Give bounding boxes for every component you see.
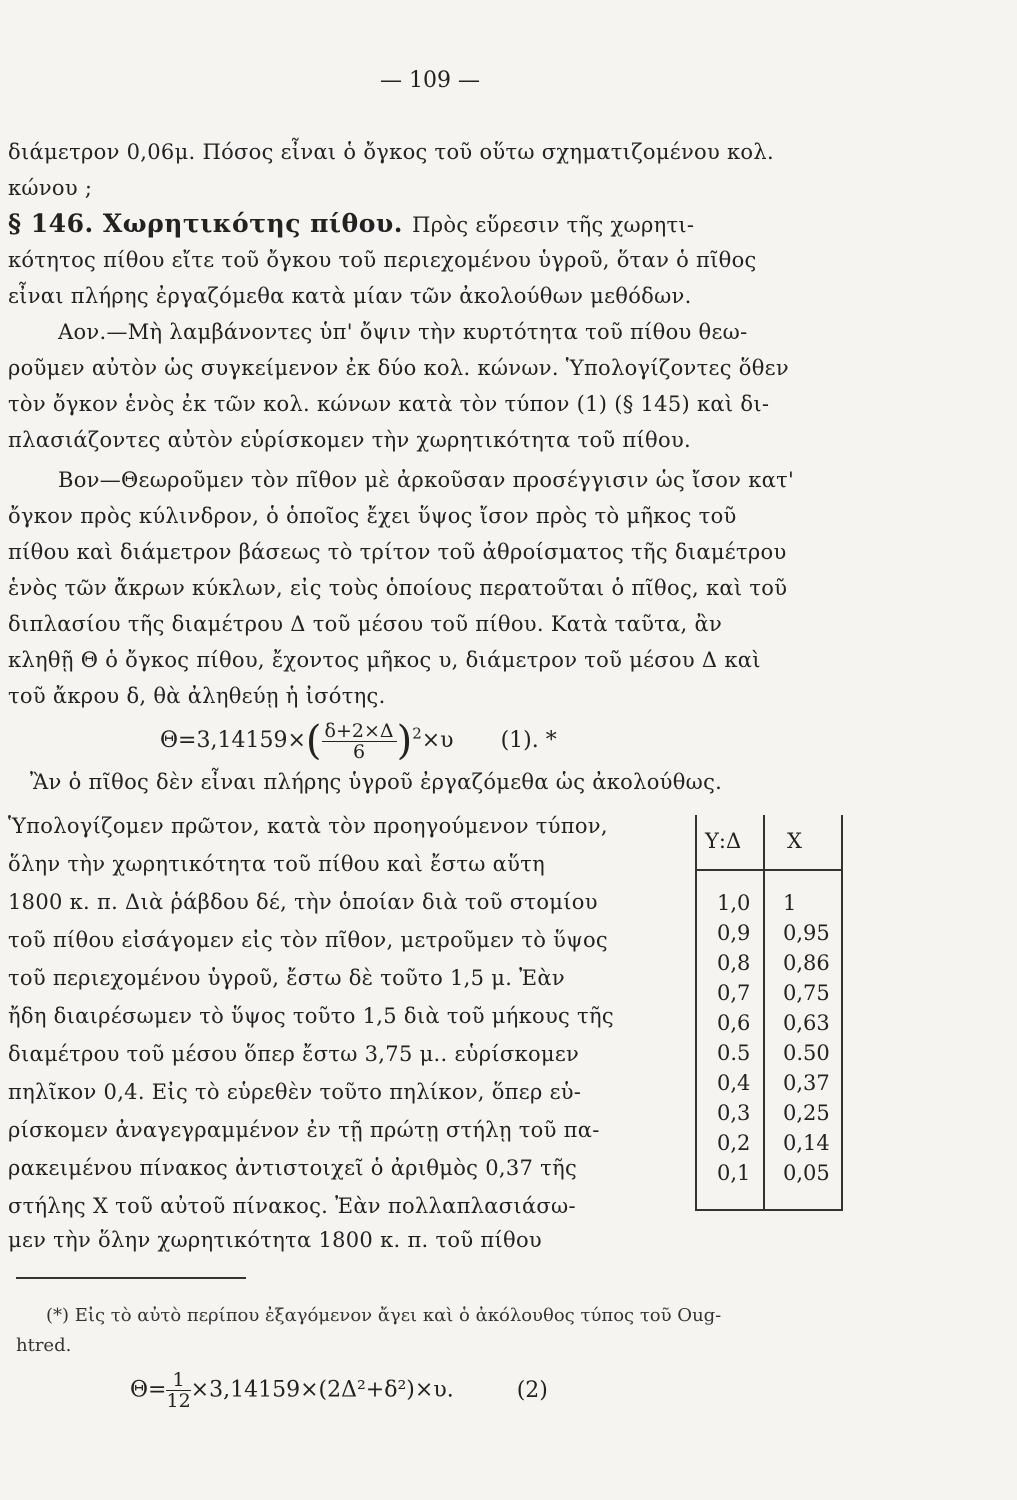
formula-2-tag: (2)	[516, 1377, 548, 1403]
formula-2-lhs: Θ=	[130, 1377, 167, 1403]
text-line: Ἂν ὁ πῖθος δὲν εἶναι πλήρης ὑγροῦ ἐργαζόμεθα ὡς ἀκολούθως.	[30, 770, 723, 794]
formula-1: Θ=3,14159×( $\frac{\delta+2\times\Delta}{6}$ )$^2$×υ (1). *	[160, 718, 557, 764]
formula-2	[130, 1370, 548, 1411]
table-cell: 0,95	[783, 921, 830, 945]
section-intro-text: Πρὸς εὕρεσιν τῆς χωρητι-	[412, 213, 695, 237]
formula-1-lhs: Θ=3,14159×	[160, 728, 306, 753]
page-number: — 109 —	[380, 68, 480, 93]
table-cell: 0,05	[783, 1161, 830, 1185]
text-line: κώνου ;	[8, 176, 93, 200]
table-cell: 0,4	[717, 1071, 751, 1095]
text-line: διάμετρον 0,06μ. Πόσος εἶναι ὁ ὄγκος τοῦ οὕτω σχηματιζομένου κολ.	[8, 140, 774, 164]
formula-1-denominator: 6	[353, 740, 366, 763]
table-cell: 0,25	[783, 1101, 830, 1125]
table-cell: 0,1	[717, 1161, 751, 1185]
text-line: Βον—Θεωροῦμεν τὸν πῖθον μὲ ἀρκοῦσαν προσέγγισιν ὡς ἴσον κατ'	[58, 468, 795, 492]
formula-2-fraction	[166, 1370, 190, 1411]
text-line: τοῦ περιεχομένου ὑγροῦ, ἔστω δὲ τοῦτο 1,5 μ. Ἐὰν	[8, 966, 565, 990]
table-cell: 1,0	[717, 891, 751, 915]
formula-1-tag: (1). *	[500, 728, 557, 753]
table-cell: 0,3	[717, 1101, 751, 1125]
table-cell: 0,2	[717, 1131, 751, 1155]
ratio-table	[695, 815, 845, 1215]
footnote-line: htred.	[16, 1335, 72, 1356]
formula-2-denominator: 12	[166, 1390, 191, 1412]
table-cell: 0,75	[783, 981, 830, 1005]
text-line: μεν τὴν ὅλην χωρητικότητα 1800 κ. π. τοῦ πίθου	[8, 1228, 542, 1252]
section-heading-line	[8, 210, 848, 239]
text-line: διπλασίου τῆς διαμέτρου Δ τοῦ μέσου τοῦ πίθου. Κατὰ ταῦτα, ἂν	[8, 612, 723, 636]
text-line: τοῦ ἄκρου δ, θὰ ἀληθεύῃ ἡ ἰσότης.	[8, 684, 386, 708]
text-line: στήλης Χ τοῦ αὐτοῦ πίνακος. Ἐὰν πολλαπλασιάσω-	[8, 1194, 576, 1218]
table-header-x: Χ	[787, 829, 802, 853]
text-line: διαμέτρου τοῦ μέσου ὅπερ ἔστω 3,75 μ.. εὑρίσκομεν	[8, 1042, 580, 1066]
text-line: πλασιάζοντες αὐτὸν εὑρίσκομεν τὴν χωρητικότητα τοῦ πίθου.	[8, 428, 691, 452]
section-title: § 146. Χωρητικότης πίθου.	[8, 209, 413, 238]
text-line: κότητος πίθου εἴτε τοῦ ὄγκου τοῦ περιεχομένου ὑγροῦ, ὅταν ὁ πῖθος	[8, 248, 757, 272]
table-cell: 0,9	[717, 921, 751, 945]
table-header-ratio: Υ:Δ	[705, 829, 742, 853]
table-cell: 0,6	[717, 1011, 751, 1035]
text-line: Ὑπολογίζομεν πρῶτον, κατὰ τὸν προηγούμενον τύπον,	[8, 814, 608, 838]
text-line: 1800 κ. π. Διὰ ῥάβδου δέ, τὴν ὁποίαν διὰ τοῦ στομίου	[8, 890, 598, 914]
formula-1-numerator: δ+2×Δ	[322, 721, 397, 742]
text-line: πίθου καὶ διάμετρον βάσεως τὸ τρίτον τοῦ ἀθροίσματος τῆς διαμέτρου	[8, 540, 787, 564]
formula-1-rhs: ×υ	[421, 728, 454, 753]
table-cell: 0.5	[717, 1041, 751, 1065]
formula-1-fraction	[322, 721, 397, 762]
formula-2-numerator: 1	[166, 1370, 190, 1391]
table-cell: 0,63	[783, 1011, 830, 1035]
text-line: τὸν ὄγκον ἑνὸς ἐκ τῶν κολ. κώνων κατὰ τὸν τύπον (1) (§ 145) καὶ δι-	[8, 392, 770, 416]
formula-2-rhs: ×3,14159×(2Δ²+δ²)×υ.	[190, 1377, 454, 1403]
text-line: ἑνὸς τῶν ἄκρων κύκλων, εἰς τοὺς ὁποίους περατοῦται ὁ πῖθος, καὶ τοῦ	[8, 576, 788, 600]
table-cell: 0,7	[717, 981, 751, 1005]
text-line: ὄγκον πρὸς κύλινδρον, ὁ ὁποῖος ἔχει ὕψος ἴσον πρὸς τὸ μῆκος τοῦ	[8, 504, 737, 528]
table-cell: 0.50	[783, 1041, 830, 1065]
text-line: Αον.—Μὴ λαμβάνοντες ὑπ' ὄψιν τὴν κυρτότητα τοῦ πίθου θεω-	[58, 320, 748, 344]
table-cell: 0,14	[783, 1131, 830, 1155]
text-line: ρίσκομεν ἀναγεγραμμένον ἐν τῇ πρώτῃ στήλῃ τοῦ πα-	[8, 1118, 600, 1142]
text-line: ὅλην τὴν χωρητικότητα τοῦ πίθου καὶ ἔστω αὕτη	[8, 852, 546, 876]
footnote-rule	[16, 1277, 246, 1279]
table-cell: 0,86	[783, 951, 830, 975]
text-line: εἶναι πλήρης ἐργαζόμεθα κατὰ μίαν τῶν ἀκολούθων μεθόδων.	[8, 284, 692, 308]
text-line: τοῦ πίθου εἰσάγομεν εἰς τὸν πῖθον, μετροῦμεν τὸ ὕψος	[8, 928, 608, 952]
table-cell: 1	[783, 891, 797, 915]
text-line: πηλῖκον 0,4. Εἰς τὸ εὑρεθὲν τοῦτο πηλίκον, ὅπερ εὑ-	[8, 1080, 582, 1104]
text-line: ροῦμεν αὐτὸν ὡς συγκείμενον ἐκ δύο κολ. κώνων. Ὑπολογίζοντες ὅθεν	[8, 356, 789, 380]
table-cell: 0,8	[717, 951, 751, 975]
footnote-line: (*) Εἰς τὸ αὐτὸ περίπου ἐξαγόμενον ἄγει καὶ ὁ ἀκόλουθος τύπος τοῦ Oug-	[46, 1305, 722, 1326]
text-line: κληθῇ Θ ὁ ὄγκος πίθου, ἔχοντος μῆκος υ, διάμετρον τοῦ μέσου Δ καὶ	[8, 648, 761, 672]
text-line: ἤδη διαιρέσωμεν τὸ ὕψος τοῦτο 1,5 διὰ τοῦ μήκους τῆς	[8, 1004, 614, 1028]
text-line: ρακειμένου πίνακος ἀντιστοιχεῖ ὁ ἀριθμὸς 0,37 τῆς	[8, 1156, 578, 1180]
formula-1-exponent: 2	[412, 724, 422, 743]
table-cell: 0,37	[783, 1071, 830, 1095]
section-heading	[8, 209, 695, 238]
